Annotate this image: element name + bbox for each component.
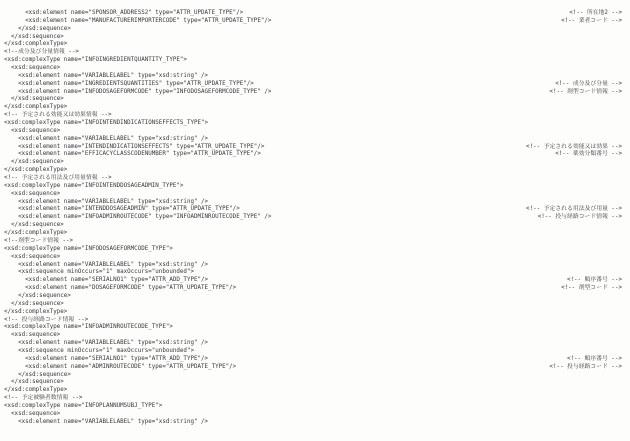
code-line — [4, 73, 622, 81]
japanese-annotation-comment: <!-- 剤型コード --> — [561, 285, 622, 292]
xml-code-text: <xsd:element name="VARIABLELABEL" type="xsd:string" /> — [4, 261, 209, 268]
code-line — [4, 403, 622, 411]
xml-code-text: <xsd:element name="INTENDDOSAGEADMIN" type="ATTR_UPDATE_TYPE"/> — [4, 206, 240, 213]
code-line — [4, 372, 622, 380]
japanese-annotation-comment: <!-- 薬効分類番号 --> — [555, 151, 622, 158]
code-line — [4, 387, 622, 395]
xml-code-text: </xsd:complexType> — [4, 104, 68, 111]
xml-code-text: <!-- 予定被験者数情報 --> — [4, 395, 83, 402]
code-line — [4, 262, 622, 270]
japanese-annotation-comment: <!-- 所在地2 --> — [569, 10, 622, 16]
xml-code-text: </xsd:complexType> — [4, 167, 68, 174]
xml-code-text: <!--成分及び分量情報 --> — [4, 49, 79, 56]
code-line — [4, 183, 622, 191]
code-line — [4, 254, 622, 262]
code-line — [4, 277, 622, 285]
xml-code-text: <xsd:sequence minOccurs="1" maxOccurs="unbounded"> — [4, 269, 194, 276]
code-line — [4, 191, 622, 199]
code-line — [4, 49, 622, 57]
code-line — [4, 96, 622, 104]
code-line — [4, 379, 622, 387]
japanese-annotation-comment: <!-- 投与経路コード情報 --> — [537, 214, 622, 221]
code-line — [4, 206, 622, 214]
code-line — [4, 395, 622, 403]
xml-code-text: </xsd:sequence> — [4, 33, 64, 40]
code-line — [4, 332, 622, 340]
xml-code-text: <xsd:element name="MANUFACTURERIMPORTERCODE" type="ATTR_UPDATE_TYPE"/> — [4, 17, 272, 24]
xml-code-text: </xsd:sequence> — [4, 379, 64, 386]
code-line — [4, 167, 622, 175]
code-line — [4, 246, 622, 254]
code-line — [4, 18, 622, 26]
xml-code-text: <xsd:element name="SERIALNO1" type="ATTR_ADD_TYPE"/> — [4, 277, 209, 284]
japanese-annotation-comment: <!-- 成分及び分量 --> — [555, 80, 622, 87]
xml-code-text: <xsd:complexType name="INFOINTENDINDICATIONSEFFECTS_TYPE"> — [4, 120, 209, 127]
code-line — [4, 419, 622, 427]
japanese-annotation-comment: <!-- 順序番号 --> — [566, 355, 622, 362]
code-line — [4, 348, 622, 356]
code-line — [4, 10, 622, 18]
xml-code-text: </xsd:complexType> — [4, 308, 68, 315]
code-line — [4, 214, 622, 222]
code-line — [4, 222, 622, 230]
xml-code-text: <xsd:sequence> — [4, 253, 61, 260]
code-line — [4, 120, 622, 128]
xml-code-text: </xsd:sequence> — [4, 222, 64, 229]
code-line — [4, 364, 622, 372]
xml-code-text: <xsd:complexType name="INFOINTENDDOSAGEADMIN_TYPE"> — [4, 182, 184, 189]
code-line — [4, 293, 622, 301]
xml-code-text: <xsd:complexType name="INFODOSAGEFORMCODE_TYPE"> — [4, 245, 173, 252]
code-line — [4, 57, 622, 65]
xml-code-text: <xsd:element name="ADMINROUTECODE" type="ATTR_UPDATE_TYPE"/> — [4, 363, 237, 370]
xml-code-text: <xsd:element name="VARIABLELABEL" type="xsd:string" /> — [4, 72, 209, 79]
code-line — [4, 104, 622, 112]
xml-code-text: <xsd:complexType name="INFOPLANNUMSUBJ_TYPE"> — [4, 402, 163, 409]
code-line — [4, 356, 622, 364]
code-line — [4, 230, 622, 238]
japanese-annotation-comment: <!-- 投与経路コード --> — [549, 363, 622, 370]
xml-code-text: </xsd:complexType> — [4, 230, 68, 237]
code-line — [4, 136, 622, 144]
xml-code-text: <xsd:sequence> — [4, 410, 61, 417]
code-line — [4, 112, 622, 120]
code-line — [4, 128, 622, 136]
xml-code-text: <xsd:element name="EFFICACYCLASSCODENUMBER" type="ATTR_UPDATE_TYPE"/> — [4, 151, 261, 158]
xml-code-text: </xsd:sequence> — [4, 292, 71, 299]
xml-code-text: <xsd:element name="SPONSOR_ADDRESS2" type="ATTR_UPDATE_TYPE"/> — [4, 10, 244, 16]
japanese-annotation-comment: <!-- 予定される効能又は効果 --> — [526, 143, 622, 150]
xml-code-text: <xsd:element name="SERIALNO1" type="ATTR_ADD_TYPE"/> — [4, 355, 209, 362]
code-line — [4, 309, 622, 317]
xml-code-text: <xsd:element name="INFODOSAGEFORMCODE" type="INFODOSAGEFORMCODE_TYPE" /> — [4, 88, 272, 95]
code-line — [4, 301, 622, 309]
code-line — [4, 411, 622, 419]
code-line — [4, 269, 622, 277]
xml-code-text: </xsd:sequence> — [4, 300, 64, 307]
code-line — [4, 238, 622, 246]
xml-code-text: <xsd:sequence> — [4, 65, 61, 72]
xml-code-text: <!-- 予定される効能又は効果情報 --> — [4, 112, 112, 119]
japanese-annotation-comment: <!-- 剤型コード情報 --> — [549, 88, 622, 95]
code-line — [4, 159, 622, 167]
code-line — [4, 26, 622, 34]
xml-code-text: <!--剤型コード情報 --> — [4, 237, 74, 244]
japanese-annotation-comment: <!-- 順序番号 --> — [566, 277, 622, 284]
xml-code-text: </xsd:sequence> — [4, 25, 71, 32]
xml-code-text: <xsd:sequence> — [4, 127, 61, 134]
code-line — [4, 151, 622, 159]
xml-code-text: </xsd:complexType> — [4, 41, 68, 48]
xml-code-text: <xsd:complexType name="INFOINGREDIENTQUANTITY_TYPE"> — [4, 57, 187, 64]
xml-code-text: <xsd:complexType name="INFOADMINROUTECODE_TYPE"> — [4, 324, 173, 331]
xml-code-text: <xsd:element name="VARIABLELABEL" type="xsd:string" /> — [4, 418, 209, 425]
xml-code-text: </xsd:sequence> — [4, 371, 71, 378]
code-line — [4, 144, 622, 152]
xml-code-text: <xsd:sequence minOccurs="1" maxOccurs="unbounded"> — [4, 347, 194, 354]
xml-code-text: <!-- 投与経路コード情報 --> — [4, 316, 89, 323]
xml-code-text: <xsd:element name="VARIABLELABEL" type="xsd:string" /> — [4, 198, 209, 205]
code-line — [4, 317, 622, 325]
xml-code-text: </xsd:complexType> — [4, 387, 68, 394]
code-line — [4, 285, 622, 293]
xsd-code-block — [4, 10, 622, 427]
code-line — [4, 340, 622, 348]
xml-code-text: <xsd:element name="VARIABLELABEL" type="xsd:string" /> — [4, 135, 209, 142]
code-line — [4, 41, 622, 49]
code-line — [4, 175, 622, 183]
code-line — [4, 34, 622, 42]
xml-code-text: <!-- 予定される用法及び用量情報 --> — [4, 175, 112, 182]
xml-code-text: <xsd:element name="INGREDIENTSQUANTITIES" type="ATTR_UPDATE_TYPE"/> — [4, 80, 254, 87]
code-line — [4, 89, 622, 97]
code-line — [4, 65, 622, 73]
xml-code-text: <xsd:element name="DOSAGEFORMCODE" type="ATTR_UPDATE_TYPE"/> — [4, 285, 237, 292]
xml-code-text: <xsd:sequence> — [4, 332, 61, 339]
xml-code-text: <xsd:element name="INTENDINDICATIONSEFFECTS" type="ATTR_UPDATE_TYPE"/> — [4, 143, 265, 150]
xml-code-text: </xsd:sequence> — [4, 159, 64, 166]
japanese-annotation-comment: <!-- 業者コード --> — [561, 17, 622, 24]
code-line — [4, 81, 622, 89]
xml-code-text: <xsd:element name="INFOADMINROUTECODE" type="INFOADMINROUTECODE_TYPE" /> — [4, 214, 272, 221]
xml-code-text: </xsd:sequence> — [4, 96, 64, 103]
code-line — [4, 324, 622, 332]
japanese-annotation-comment: <!-- 予定される用法及び用量 --> — [526, 206, 622, 213]
xml-code-text: <xsd:sequence> — [4, 190, 61, 197]
xml-code-text: <xsd:element name="VARIABLELABEL" type="xsd:string" /> — [4, 340, 209, 347]
